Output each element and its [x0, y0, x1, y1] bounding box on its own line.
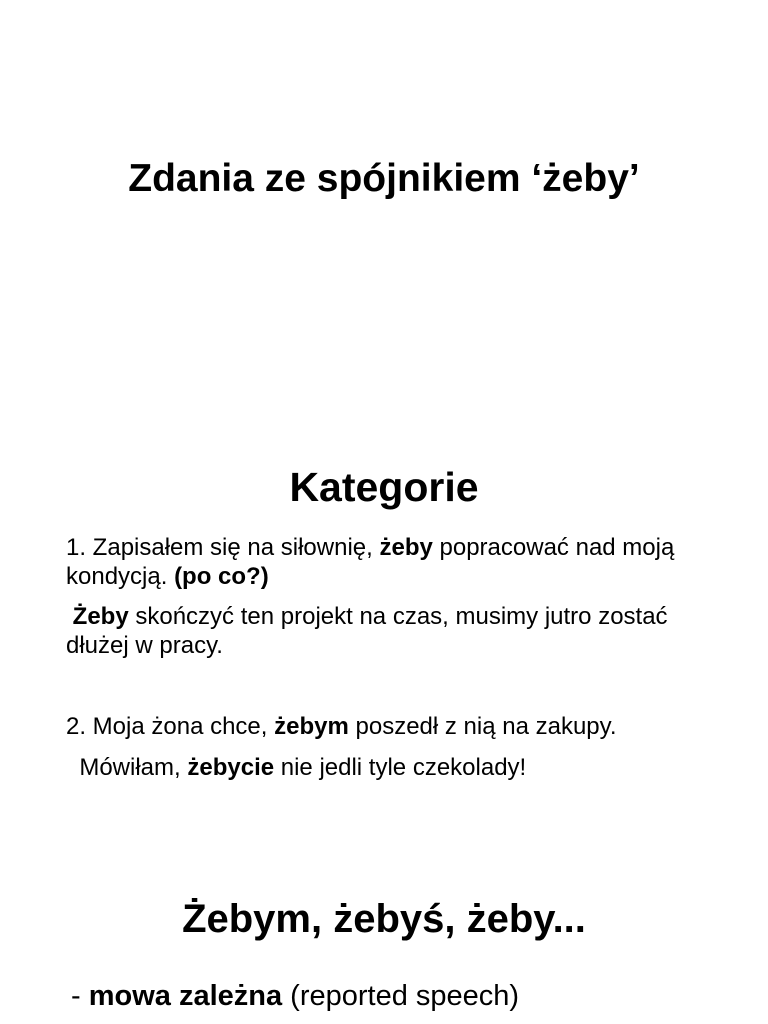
category-2-sentence	[66, 712, 736, 741]
conjunction-bold: Żeby	[72, 603, 129, 630]
slide-2-title: Kategorie	[289, 464, 479, 510]
text-segment: popracować nad moją kondycją.	[66, 534, 675, 590]
text-segment: nie jedli tyle czekolady!	[274, 754, 527, 781]
category-1-sentence	[66, 533, 736, 591]
slide-3-title: Żebym, żebyś, żeby...	[182, 897, 586, 941]
question-bold: (po co?)	[174, 563, 269, 590]
conjunction-bold: żebycie	[187, 754, 275, 781]
bullet-dash: -	[71, 980, 89, 1012]
term-bold: mowa zależna	[88, 980, 283, 1012]
bullet-reported-speech	[71, 979, 741, 1013]
slide-1-title: Zdania ze spójnikiem ‘żeby’	[128, 157, 640, 200]
text-segment: Mówiłam,	[66, 754, 188, 781]
text-segment: 2. Moja żona chce,	[66, 713, 275, 740]
text-segment: 1. Zapisałem się na siłownię,	[66, 534, 380, 561]
category-2-example	[66, 753, 736, 782]
text-segment: poszedł z nią na zakupy.	[348, 713, 617, 740]
category-1-example	[66, 602, 736, 660]
text-segment: skończyć ten projekt na czas, musimy jutro zostać dłużej w pracy.	[66, 603, 668, 659]
text-segment: (reported speech)	[282, 980, 520, 1012]
text-segment	[66, 603, 73, 630]
conjunction-bold: żeby	[379, 534, 433, 561]
conjunction-bold: żebym	[274, 713, 349, 740]
